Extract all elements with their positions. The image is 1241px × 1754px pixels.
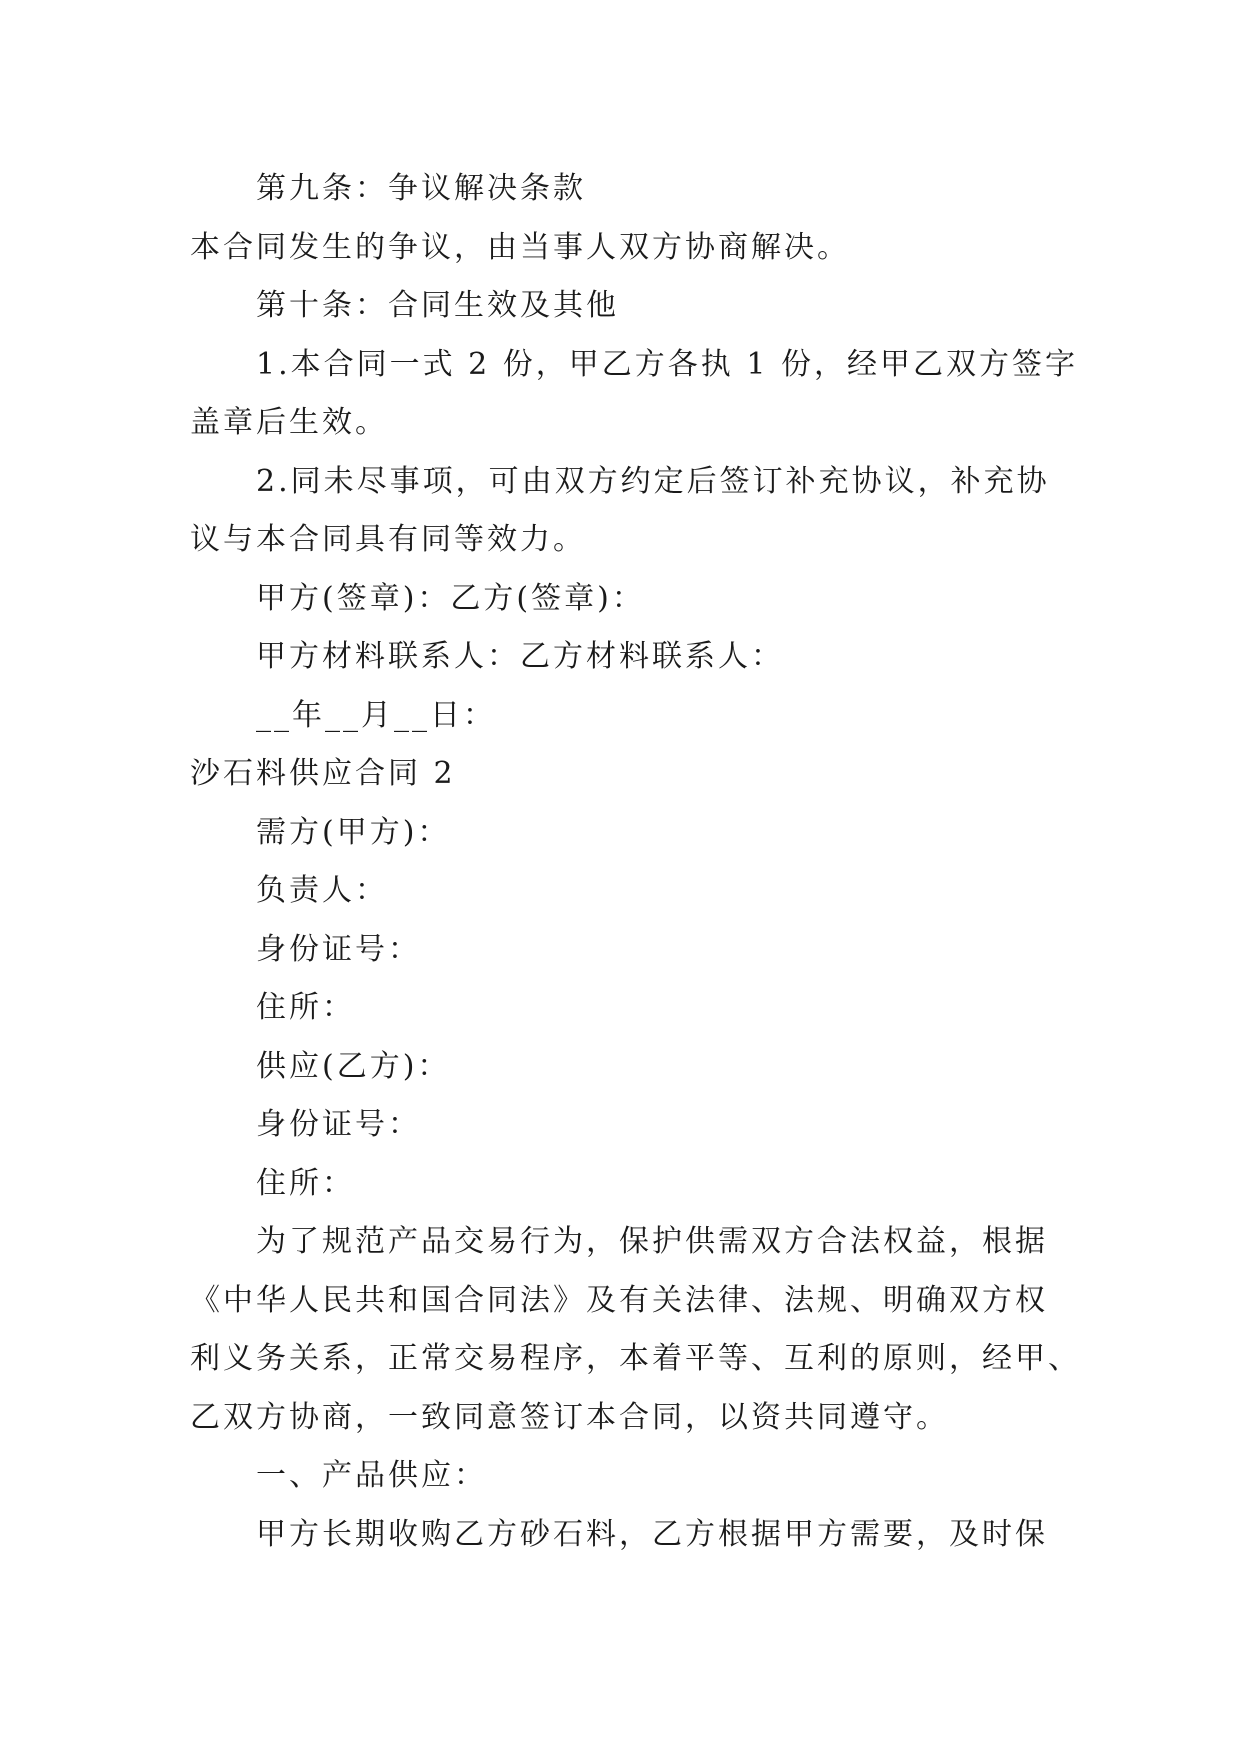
contract-2-title: 沙石料供应合同 2 [190, 756, 456, 791]
buyer-id-field: 身份证号： [256, 931, 421, 967]
clause-10-heading: 第十条：合同生效及其他 [256, 288, 619, 323]
responsible-person-field: 负责人： [256, 873, 388, 908]
supplier-address-field: 住所： [256, 1165, 355, 1201]
section-1-text: 甲方长期收购乙方砂石料，乙方根据甲方需要，及时保 [256, 1516, 1048, 1552]
preamble-line-3: 利义务关系，正常交易程序，本着平等、互利的原则，经甲、 [190, 1341, 1081, 1376]
clause-9-text: 本合同发生的争议，由当事人双方协商解决。 [190, 229, 850, 265]
buyer-field: 需方(甲方)： [256, 814, 451, 850]
clause-10-item-1-line-1: 1.本合同一式 2 份，甲乙方各执 1 份，经甲乙双方签字 [256, 346, 1078, 382]
section-1-heading: 一、产品供应： [256, 1458, 487, 1493]
supplier-id-field: 身份证号： [256, 1107, 421, 1142]
contact-line: 甲方材料联系人：乙方材料联系人： [256, 639, 784, 674]
preamble-line-1: 为了规范产品交易行为，保护供需双方合法权益，根据 [256, 1224, 1048, 1259]
supplier-field: 供应(乙方)： [256, 1048, 451, 1084]
buyer-address-field: 住所： [256, 990, 355, 1025]
document-body [190, 160, 1081, 1564]
preamble-line-2: 《中华人民共和国合同法》及有关法律、法规、明确双方权 [190, 1282, 1048, 1318]
preamble-line-4: 乙双方协商，一致同意签订本合同，以资共同遵守。 [190, 1399, 949, 1435]
date-line: __年__月__日： [256, 697, 496, 733]
signature-line: 甲方(签章)：乙方(签章)： [256, 580, 645, 616]
clause-10-item-2-line-2: 议与本合同具有同等效力。 [190, 522, 586, 557]
clause-10-item-1-line-2: 盖章后生效。 [190, 405, 388, 440]
clause-10-item-2-line-1: 2.同未尽事项，可由双方约定后签订补充协议，补充协 [256, 463, 1050, 499]
clause-9-heading: 第九条：争议解决条款 [256, 171, 586, 206]
